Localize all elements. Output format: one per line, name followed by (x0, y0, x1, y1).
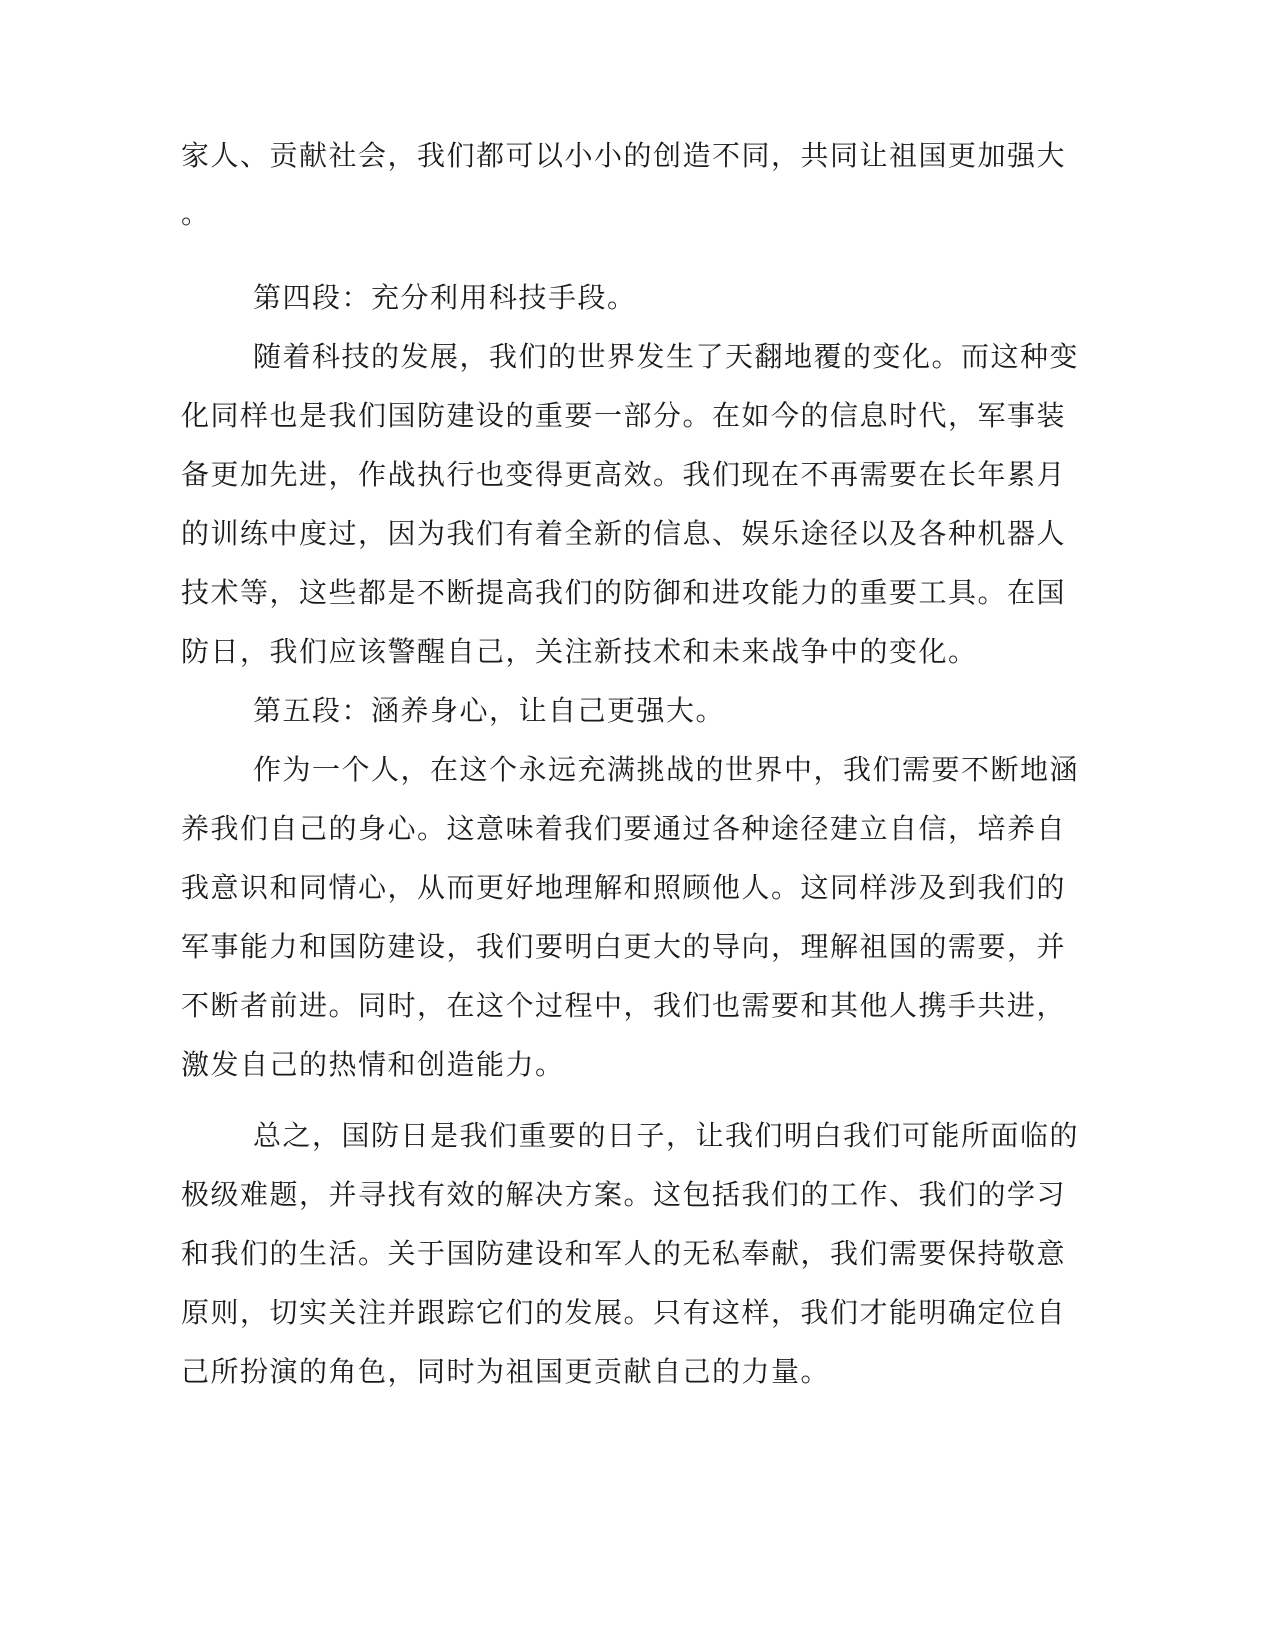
section-heading-5: 第五段：涵养身心，让自己更强大。 (253, 694, 726, 727)
paragraph-line: 随着科技的发展，我们的世界发生了天翻地覆的变化。而这种变 (253, 340, 1080, 373)
text-line: 家人、贡献社会，我们都可以小小的创造不同，共同让祖国更加强大 (181, 139, 1067, 172)
paragraph-line: 我意识和同情心，从而更好地理解和照顾他人。这同样涉及到我们的 (181, 871, 1067, 904)
section-heading-4: 第四段：充分利用科技手段。 (253, 281, 637, 314)
paragraph-line: 作为一个人，在这个永远充满挑战的世界中，我们需要不断地涵 (253, 753, 1080, 786)
conclusion-line: 总之，国防日是我们重要的日子，让我们明白我们可能所面临的 (253, 1119, 1080, 1152)
paragraph-line: 防日，我们应该警醒自己，关注新技术和未来战争中的变化。 (181, 635, 978, 668)
paragraph-line: 技术等，这些都是不断提高我们的防御和进攻能力的重要工具。在国 (181, 576, 1067, 609)
paragraph-line: 和我们的生活。关于国防建设和军人的无私奉献，我们需要保持敬意 (181, 1237, 1067, 1270)
paragraph-line: 军事能力和国防建设，我们要明白更大的导向，理解祖国的需要，并 (181, 930, 1067, 963)
paragraph-line: 化同样也是我们国防建设的重要一部分。在如今的信息时代，军事装 (181, 399, 1067, 432)
paragraph-line: 养我们自己的身心。这意味着我们要通过各种途径建立自信，培养自 (181, 812, 1067, 845)
paragraph-line: 不断者前进。同时，在这个过程中，我们也需要和其他人携手共进， (181, 989, 1067, 1022)
paragraph-line: 激发自己的热情和创造能力。 (181, 1048, 565, 1081)
paragraph-line: 原则，切实关注并跟踪它们的发展。只有这样，我们才能明确定位自 (181, 1296, 1067, 1329)
paragraph-line: 的训练中度过，因为我们有着全新的信息、娱乐途径以及各种机器人 (181, 517, 1067, 550)
text-line: 。 (181, 197, 211, 230)
paragraph-line: 己所扮演的角色，同时为祖国更贡献自己的力量。 (181, 1355, 831, 1388)
paragraph-line: 备更加先进，作战执行也变得更高效。我们现在不再需要在长年累月 (181, 458, 1067, 491)
paragraph-line: 极级难题，并寻找有效的解决方案。这包括我们的工作、我们的学习 (181, 1178, 1067, 1211)
